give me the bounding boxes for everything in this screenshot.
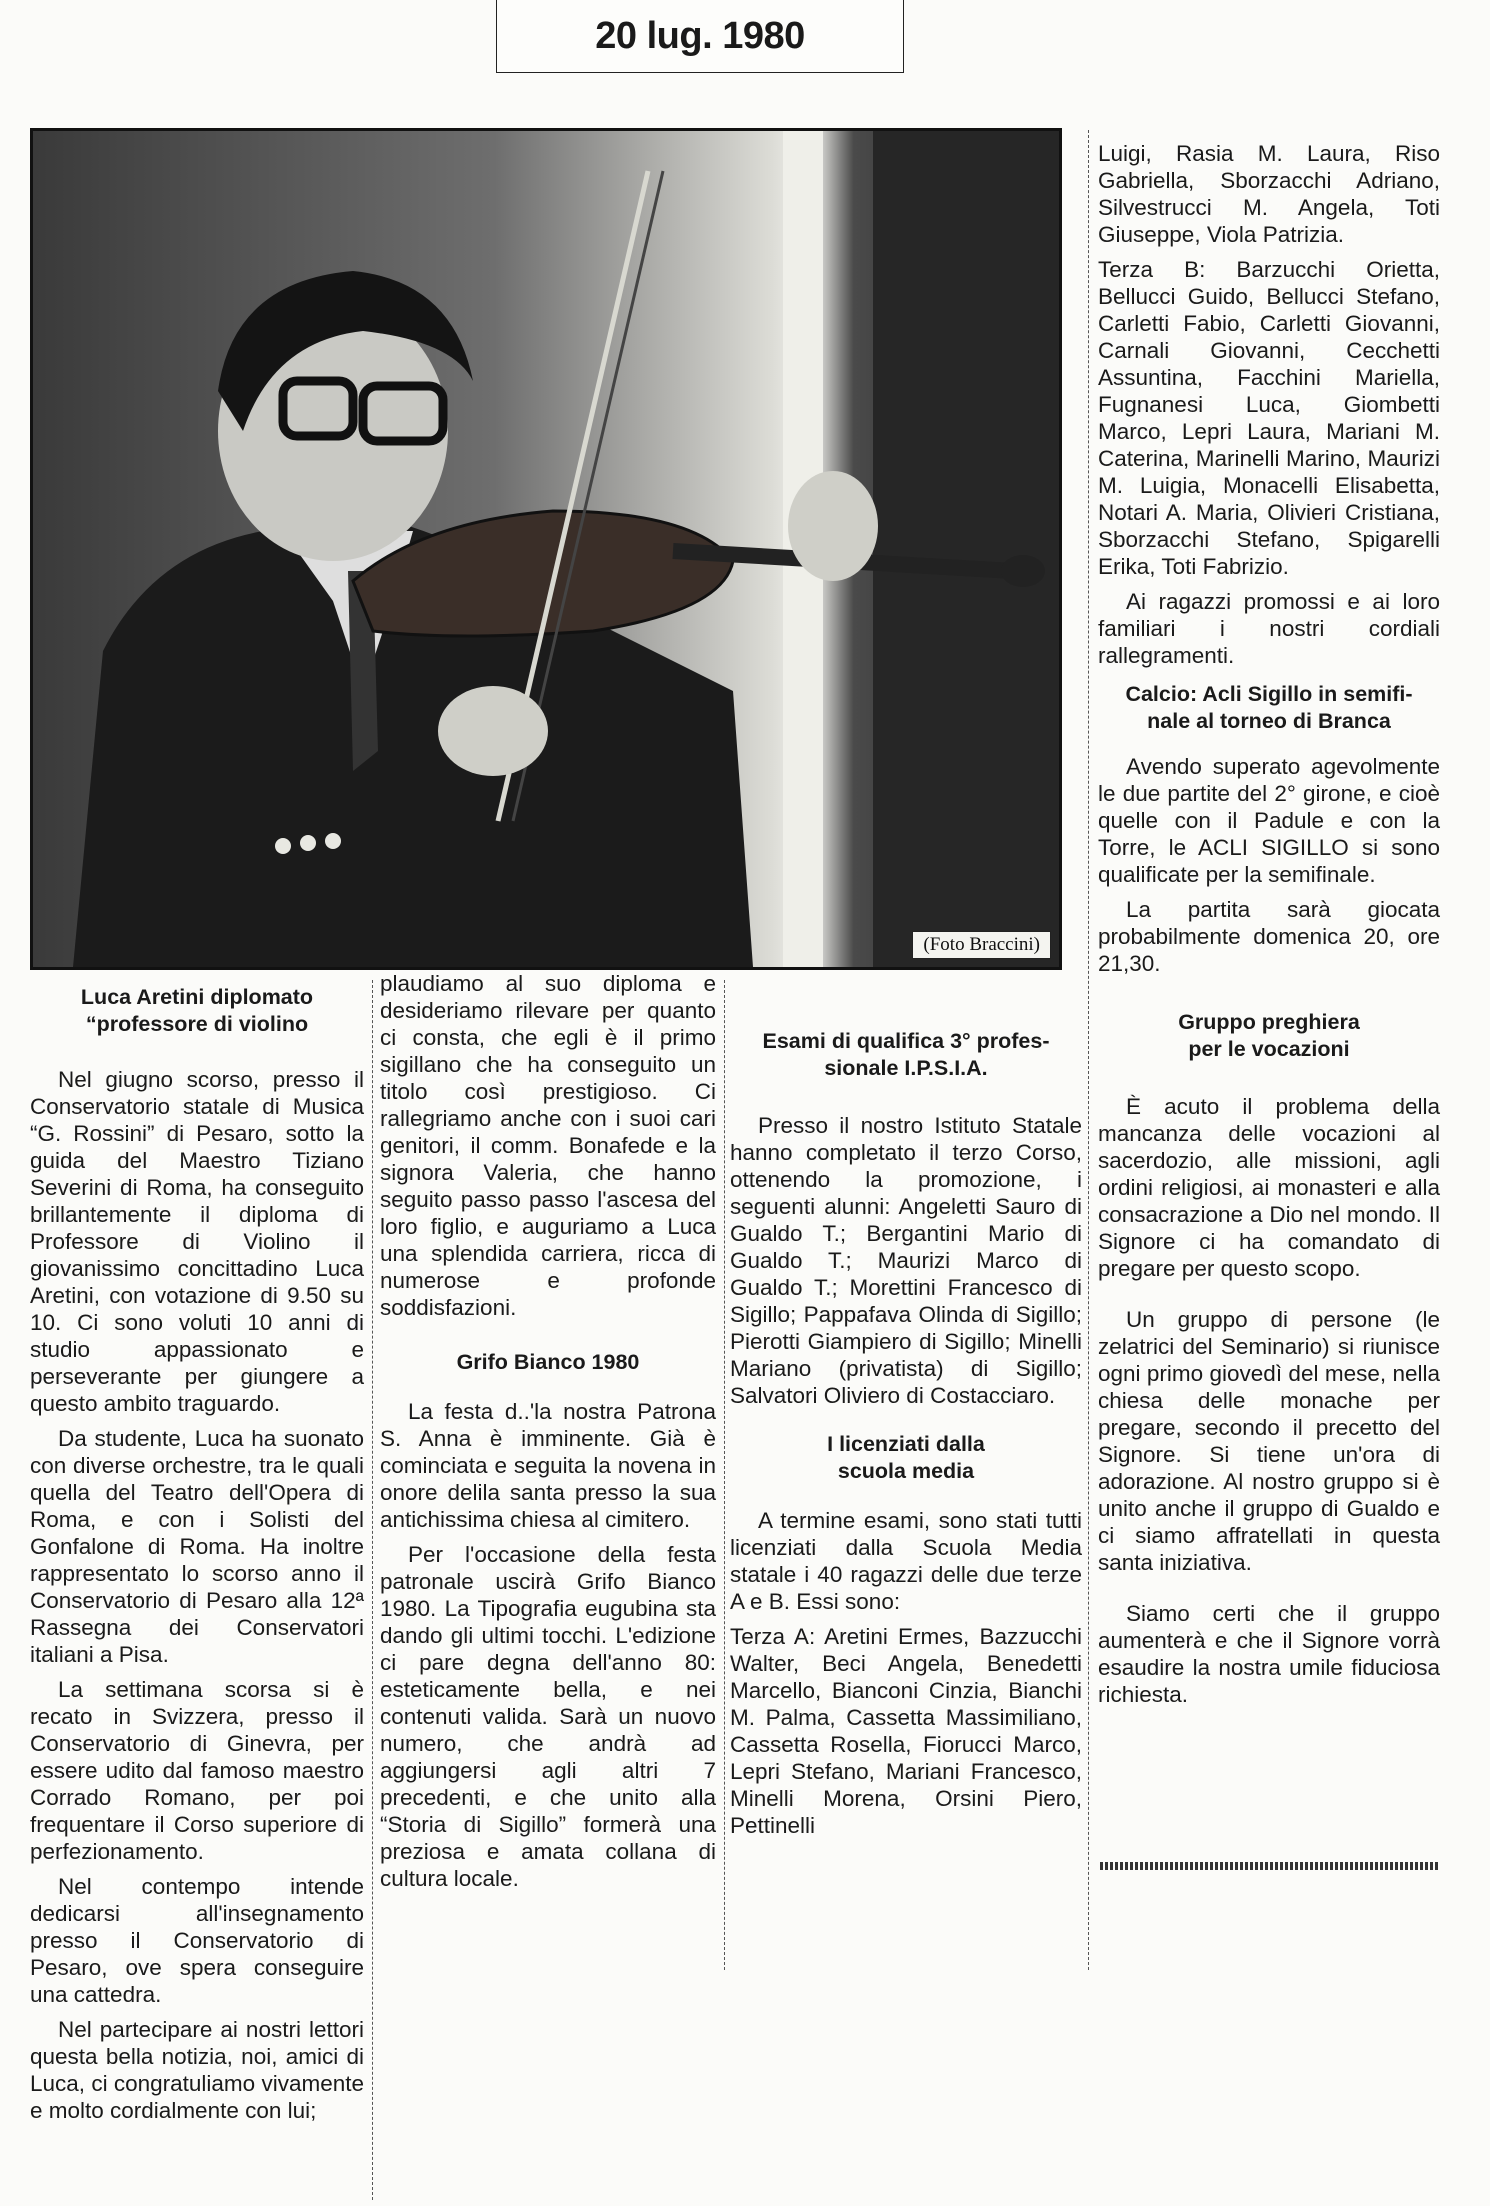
article-calcio-headline bbox=[1098, 681, 1440, 735]
headline-line: “professore di violino bbox=[85, 1012, 309, 1036]
article-preghiera-headline bbox=[1098, 1009, 1440, 1063]
paragraph: Un gruppo di persone (le zelatrici del Seminario) si riunisce ogni primo giovedì del mese, nella chiesa delle monache per pregare, secondo il precetto del Signore. Si tiene un'ora di adorazione. Al nostro gruppo si è unito anche il gruppo di Gualdo e ci siamo affratellati in questa santa iniziativa. bbox=[1098, 1307, 1440, 1575]
article-licenziati-headline bbox=[730, 1431, 1082, 1485]
date-box bbox=[496, 0, 904, 73]
paragraph: Ai ragazzi promossi e ai loro familiari i nostri cordiali rallegramenti. bbox=[1098, 589, 1440, 668]
headline-line: scuola media bbox=[837, 1459, 975, 1483]
headline-line: Esami di qualifica 3° profes- bbox=[762, 1029, 1050, 1053]
column-divider bbox=[724, 980, 725, 1970]
column-4 bbox=[1098, 140, 1440, 1716]
article-aretini-headline bbox=[30, 984, 364, 1038]
paragraph: La settimana scorsa si è recato in Svizzera, presso il Conservatorio di Ginevra, per essere udito dal famoso maestro Corrado Romano, per poi frequentare il Corso superiore di perfezionamento. bbox=[30, 1677, 364, 1864]
headline-line: Luca Aretini diplomato bbox=[80, 985, 314, 1009]
paragraph: Avendo superato agevolmente le due partite del 2° girone, e cioè quelle con il Padule e con la Torre, le ACLI SIGILLO si sono qualificate per la semifinale. bbox=[1098, 754, 1440, 887]
paragraph: Presso il nostro Istituto Statale hanno completato il terzo Corso, ottenendo la promozione, i seguenti alunni: Angeletti Sauro di Gualdo T.; Bergantini Mario di Gualdo T.; Maurizi Marco di Gualdo T.; Morettini Francesco di Sigillo; Pappafava Olinda di Sigillo; Pierotti Giampiero di Sigillo; Minelli Mariano (privatista) di Sigillo; Salvatori Oliviero di Costacciaro. bbox=[730, 1113, 1082, 1408]
paragraph: È acuto il problema della mancanza delle vocazioni al sacerdozio, alle missioni, agli ordini religiosi, ai monasteri e alla consacrazione a Dio nel mondo. Il Signore ci ha comandato di pregare per questo scopo. bbox=[1098, 1094, 1440, 1281]
photo-credit: (Foto Braccini) bbox=[912, 931, 1051, 959]
paragraph: Da studente, Luca ha suonato con diverse orchestre, tra le quali quella del Teatro dell'Opera di Roma, e con i Solisti del Gonfalone di Roma. Ha inoltre rappresentato lo scorso anno il Conservatorio di Pesaro alla 12ª Rassegna dei Conservatori italiani a Pisa. bbox=[30, 1426, 364, 1667]
headline-line: nale al torneo di Branca bbox=[1147, 709, 1391, 733]
paragraph: La partita sarà giocata probabilmente domenica 20, ore 21,30. bbox=[1098, 897, 1440, 976]
clipping-date: 20 lug. 1980 bbox=[595, 14, 805, 57]
article-grifo-headline: Grifo Bianco 1980 bbox=[456, 1350, 640, 1374]
paragraph: Luigi, Rasia M. Laura, Riso Gabriella, Sborzacchi Adriano, Silvestrucci M. Angela, Toti Giuseppe, Viola Patrizia. bbox=[1098, 141, 1440, 247]
violinist-photo bbox=[30, 128, 1062, 970]
headline-line: Gruppo preghiera bbox=[1178, 1010, 1360, 1034]
paragraph: Terza A: Aretini Ermes, Bazzucchi Walter, Beci Angela, Benedetti Marcello, Bianconi Cinzia, Bianchi M. Palma, Cassetta Massimiliano, Cassetta Rosella, Fiorucci Marco, Lepri Stefano, Mariani Francesco, Minelli Morena, Orsini Piero, Pettinelli bbox=[730, 1624, 1082, 1838]
article-ipsia-headline bbox=[730, 1028, 1082, 1082]
headline-line: sionale I.P.S.I.A. bbox=[824, 1056, 988, 1080]
paragraph: Siamo certi che il gruppo aumenterà e che il Signore vorrà esaudire la nostra umile fiduciosa richiesta. bbox=[1098, 1601, 1440, 1707]
column-1 bbox=[30, 984, 364, 2132]
paragraph: A termine esami, sono stati tutti licenziati dalla Scuola Media statale i 40 ragazzi delle due terze A e B. Essi sono: bbox=[730, 1508, 1082, 1614]
paragraph: Per l'occasione della festa patronale uscirà Grifo Bianco 1980. La Tipografia eugubina sta dando gli ultimi tocchi. L'edizione ci pare degna dell'anno 80: esteticamente bella, e nei contenuti valida. Sarà un nuovo numero, che andrà ad aggiungersi agli altri 7 precedenti, e che unito alla “Storia di Sigillo” formerà una preziosa e amata collana di cultura locale. bbox=[380, 1542, 716, 1891]
violinist-photo-image bbox=[33, 131, 1059, 967]
paragraph: La festa d..'la nostra Patrona S. Anna è imminente. Già è cominciata e seguita la novena in onore delila santa presso la sua antichissima chiesa al cimitero. bbox=[380, 1399, 716, 1532]
headline-line: I licenziati dalla bbox=[827, 1432, 985, 1456]
column-3 bbox=[730, 1028, 1082, 1847]
paragraph: plaudiamo al suo diploma e desideriamo rilevare per quanto ci consta, che egli è il primo sigillano che ha conseguito un titolo così prestigioso. Ci rallegriamo anche con i suoi cari genitori, il comm. Bonafede e la signora Valeria, che hanno seguito passo passo l'ascesa del loro figlio, e auguriamo a Luca una splendida carriera, ricca di numerose e profonde soddisfazioni. bbox=[380, 971, 716, 1320]
column-2 bbox=[380, 970, 716, 1900]
paragraph: Nel contempo intende dedicarsi all'insegnamento presso il Conservatorio di Pesaro, ove spera conseguire una cattedra. bbox=[30, 1874, 364, 2007]
column-divider bbox=[1088, 130, 1089, 1970]
paragraph: Terza B: Barzucchi Orietta, Bellucci Guido, Bellucci Stefano, Carletti Fabio, Carletti Giovanni, Carnali Giovanni, Cecchetti Assuntina, Facchini Mariella, Fugnanesi Luca, Giombetti Marco, Lepri Laura, Mariani M. Caterina, Marinelli Marino, Maurizi M. Luigia, Monacelli Elisabetta, Notari A. Maria, Olivieri Cristiana, Sborzacchi Stefano, Spigarelli Erika, Toti Fabrizio. bbox=[1098, 257, 1440, 579]
headline-line: Calcio: Acli Sigillo in semifi- bbox=[1125, 682, 1413, 706]
paragraph: Nel partecipare ai nostri lettori questa bella notizia, noi, amici di Luca, ci congratuliamo vivamente e molto cordialmente con lui; bbox=[30, 2017, 364, 2123]
headline-line: per le vocazioni bbox=[1188, 1037, 1350, 1061]
column-divider bbox=[372, 980, 373, 2200]
end-rule bbox=[1100, 1862, 1438, 1870]
paragraph: Nel giugno scorso, presso il Conservatorio statale di Musica “G. Rossini” di Pesaro, sotto la guida del Maestro Tiziano Severini di Roma, ha conseguito brillantemente il diploma di Professore di Violino il giovanissimo concittadino Luca Aretini, con votazione di 9.50 su 10. Ci sono voluti 10 anni di studio appassionato e perseverante per giungere a questo ambito traguardo. bbox=[30, 1067, 364, 1416]
